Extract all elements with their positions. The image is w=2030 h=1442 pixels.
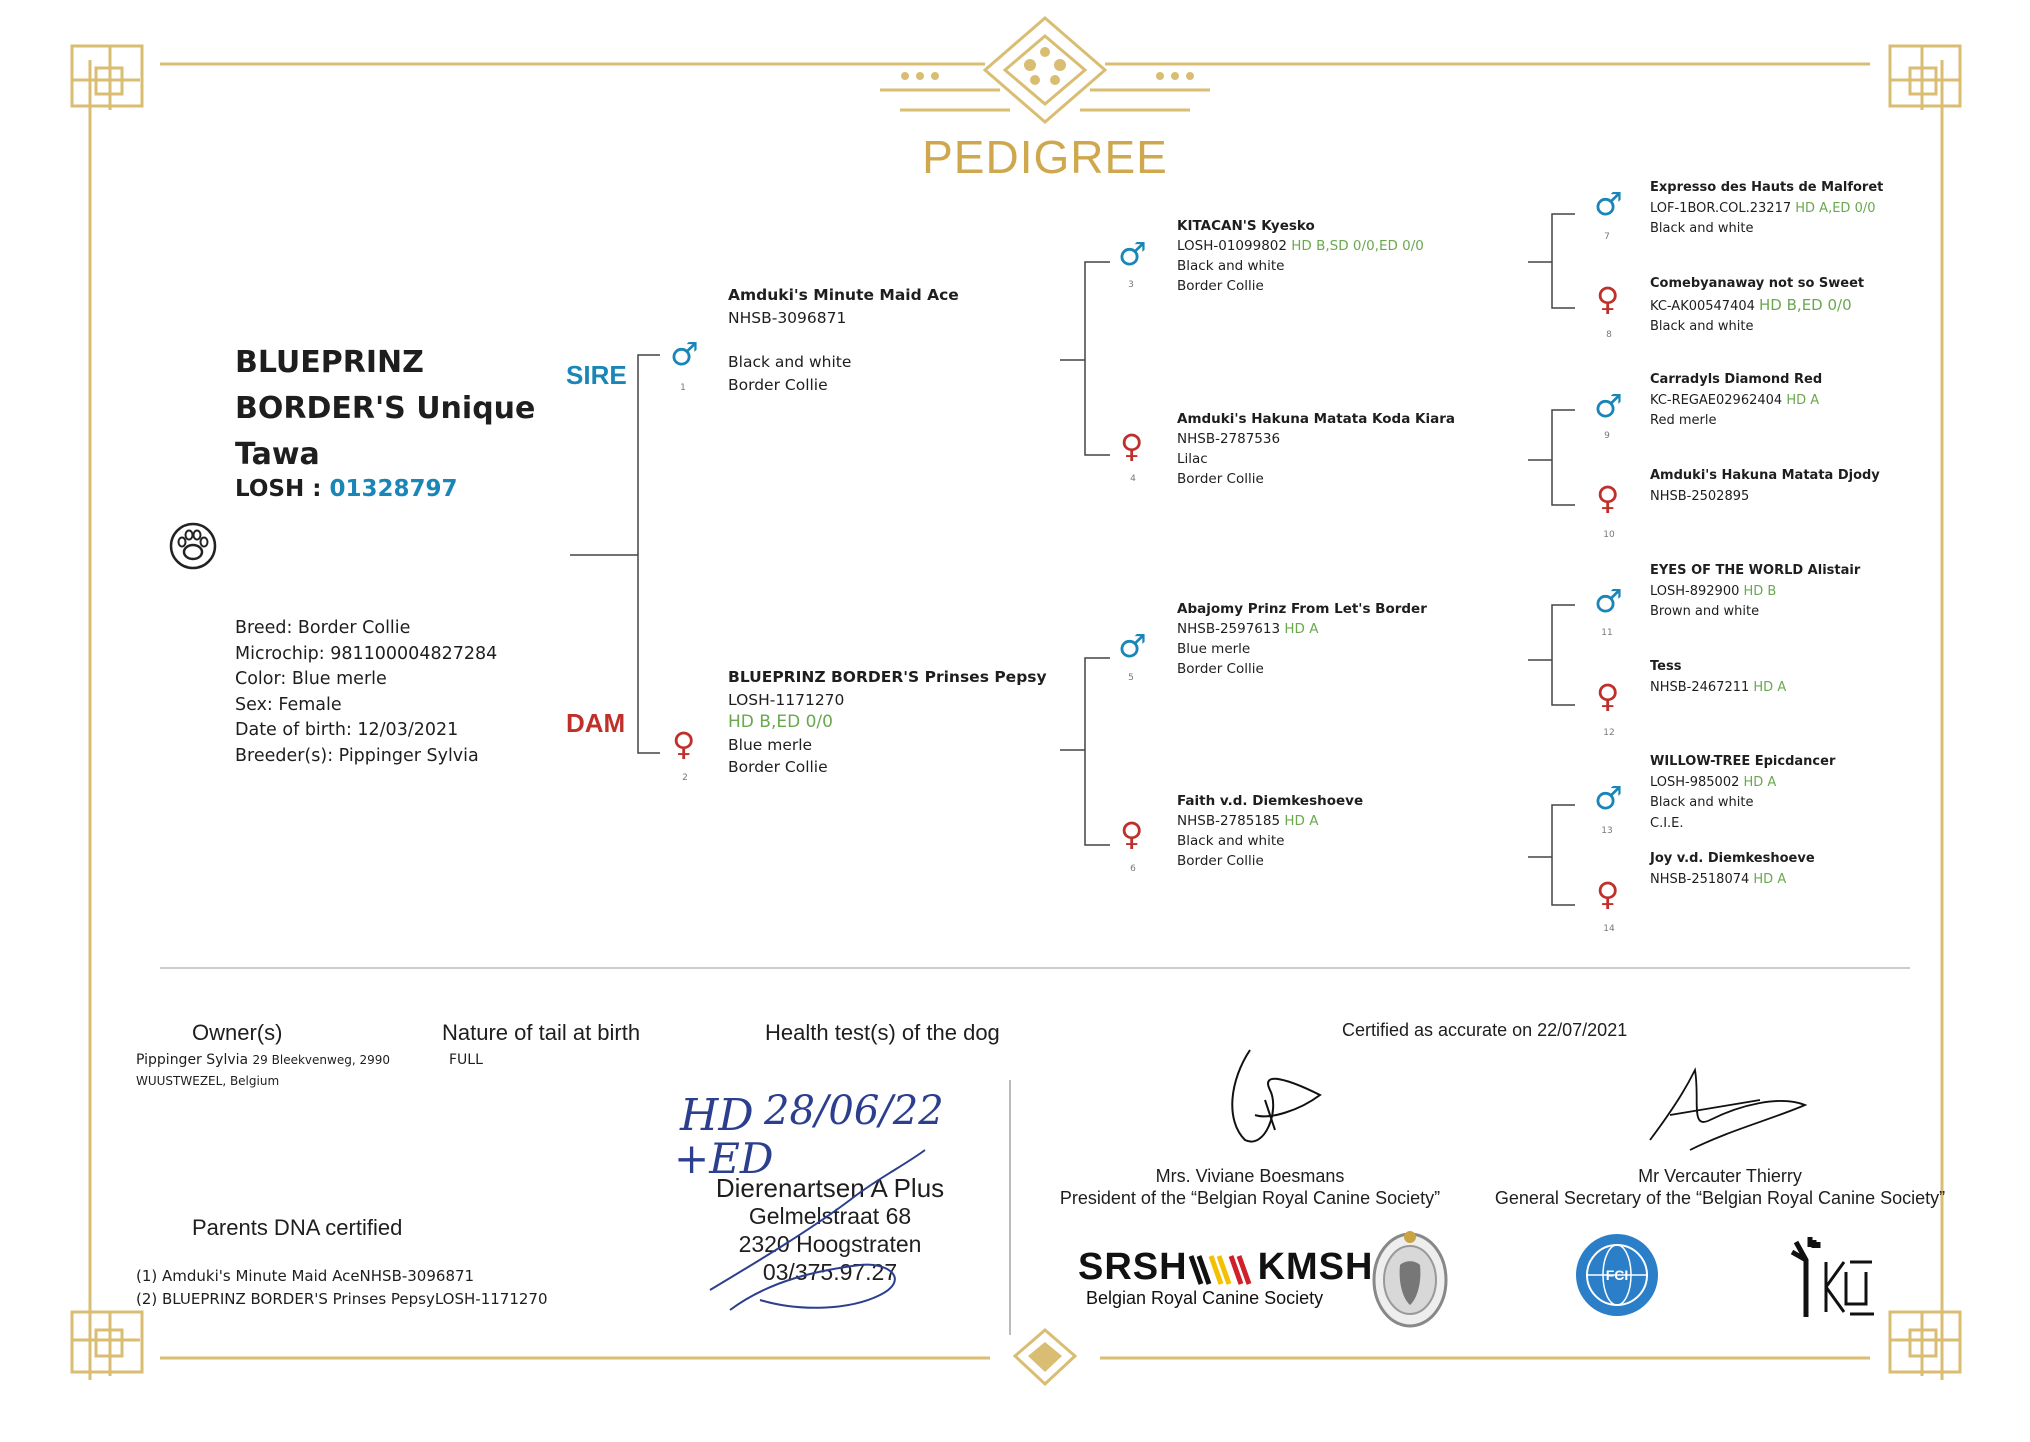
ancestor-name: Joy v.d. Diemkeshoeve (1650, 851, 1815, 866)
health-heading: Health test(s) of the dog (765, 1020, 1000, 1045)
dna-line: (2) BLUEPRINZ BORDER'S Prinses PepsyLOSH-1171270 (136, 1290, 548, 1308)
ancestor-reg-line (1650, 295, 1864, 318)
ancestor-name: EYES OF THE WORLD Alistair (1650, 563, 1861, 578)
ancestor-reg: NHSB-2467211 (1650, 679, 1750, 695)
ancestor-reg: LOSH-01099802 (1177, 238, 1287, 254)
signatory-name: Mrs. Viviane Boesmans (1155, 1166, 1345, 1186)
ancestor-hd: HD A,ED 0/0 (1795, 200, 1876, 216)
handwritten-date: 28/06/22 (764, 1088, 944, 1134)
female-icon: ♀ (1596, 677, 1620, 715)
ancestor-name: WILLOW-TREE Epicdancer (1650, 754, 1836, 769)
ancestor-breed: Border Collie (1177, 661, 1264, 677)
great-grandparent-entry (1650, 657, 1786, 698)
ancestor-reg: NHSB-2785185 (1177, 813, 1281, 829)
ancestor-name: KITACAN'S Kyesko (1177, 218, 1315, 234)
vet-stamp-line: Gelmelstraat 68 (748, 1203, 912, 1229)
ancestor-color: Brown and white (1650, 604, 1760, 619)
male-icon: ♂ (1594, 582, 1623, 620)
great-grandparent-entry (1650, 849, 1815, 890)
ancestor-hd: HD A (1284, 621, 1319, 637)
ancestor-hd: HD B,ED 0/0 (1759, 295, 1852, 314)
female-icon: ♀ (672, 725, 696, 763)
great-grandparent-entry (1650, 370, 1822, 432)
grandparent-entry (1177, 216, 1424, 296)
female-icon: ♀ (1120, 427, 1144, 465)
ancestor-color: Blue merle (728, 735, 813, 754)
dna-line: (1) Amduki's Minute Maid AceNHSB-3096871 (136, 1267, 475, 1285)
owner-name: Pippinger Sylvia (136, 1052, 249, 1068)
ancestor-number: 12 (1603, 728, 1615, 738)
ancestor-color: Red merle (1650, 413, 1717, 428)
ancestor-reg-line (1650, 678, 1786, 699)
dna-heading: Parents DNA certified (192, 1215, 403, 1240)
owner-address: 29 Bleekvenweg, 2990 (252, 1053, 390, 1067)
ancestor-reg: NHSB-3096871 (728, 308, 847, 327)
vet-stamp-line: 2320 Hoogstraten (738, 1231, 922, 1257)
ancestor-number: 7 (1604, 232, 1610, 242)
great-grandparent-entry (1650, 466, 1880, 507)
female-icon: ♀ (1596, 479, 1620, 517)
ancestor-name: Amduki's Minute Maid Ace (728, 286, 959, 304)
vet-stamp-line: 03/375.97.27 (762, 1259, 898, 1285)
royal-society-seal-icon (1370, 1225, 1450, 1330)
ancestor-number: 11 (1601, 628, 1613, 638)
male-icon: ♂ (1594, 779, 1623, 817)
grandparent-entry (1177, 409, 1455, 489)
ancestor-color: Blue merle (1177, 641, 1251, 657)
ancestor-breed: Border Collie (728, 758, 828, 776)
ancestor-hd: HD A (1743, 774, 1777, 790)
dna-list (136, 1265, 548, 1311)
ancestor-number: 4 (1130, 474, 1136, 484)
male-icon: ♂ (670, 335, 699, 373)
ancestor-reg: NHSB-2502895 (1650, 488, 1750, 504)
ancestor-name: Amduki's Hakuna Matata Djody (1650, 468, 1880, 483)
dob-line: Date of birth: 12/03/2021 (235, 720, 459, 740)
signature-secretary (1640, 1060, 1810, 1160)
ancestor-number: 13 (1601, 826, 1613, 836)
ancestor-name: Comebyanaway not so Sweet (1650, 276, 1865, 291)
ancestor-color: Black and white (728, 353, 852, 371)
ancestor-name: Carradyls Diamond Red (1650, 372, 1823, 387)
ancestor-number: 6 (1130, 864, 1136, 874)
ancestor-name: Faith v.d. Diemkeshoeve (1177, 793, 1364, 809)
ancestor-number: 14 (1603, 924, 1615, 934)
dam-entry (728, 666, 1047, 779)
belgian-flag-stripes-icon (1187, 1252, 1253, 1288)
document-title: PEDIGREE (922, 131, 1168, 183)
logo-subtitle: Belgian Royal Canine Society (1086, 1288, 1324, 1308)
dog-losh (235, 476, 457, 502)
ancestor-number: 10 (1603, 530, 1615, 540)
owner-city: WUUSTWEZEL, Belgium (136, 1074, 280, 1088)
sire-label: SIRE (566, 360, 627, 390)
ancestor-breed: Border Collie (1177, 853, 1264, 869)
ancestor-breed: Border Collie (728, 375, 828, 394)
ancestor-number: 9 (1604, 431, 1610, 441)
ancestor-hd: HD A (1284, 813, 1319, 829)
certified-statement (1342, 1020, 1627, 1041)
losh-number: 01328797 (329, 476, 458, 502)
ancestor-hd: HD A (1753, 871, 1787, 887)
ancestor-color: Black and white (1177, 833, 1285, 849)
ancestor-color: Black and white (1650, 795, 1754, 810)
vet-stamp-line: Dierenartsen A Plus (715, 1173, 945, 1203)
dog-name: BLUEPRINZ BORDER'S Unique Tawa (235, 345, 536, 472)
ancestor-name: Amduki's Hakuna Matata Koda Kiara (1177, 411, 1455, 427)
ancestor-name: BLUEPRINZ BORDER'S Prinses Pepsy (728, 668, 1047, 686)
ancestor-reg: LOSH-892900 (1650, 583, 1740, 599)
ancestor-number: 1 (680, 383, 686, 393)
male-icon: ♂ (1118, 627, 1147, 665)
owner-info (136, 1050, 390, 1092)
ancestor-reg-line (1177, 811, 1363, 831)
ancestor-hd: HD B,SD 0/0,ED 0/0 (1291, 238, 1424, 254)
ancestor-number: 5 (1128, 673, 1134, 683)
handwritten-ed: +ED (674, 1134, 774, 1183)
great-grandparent-entry (1650, 561, 1860, 623)
ancestor-number: 8 (1606, 330, 1612, 340)
male-icon: ♂ (1594, 387, 1623, 425)
ancestor-color: Lilac (1177, 451, 1208, 467)
color-line: Color: Blue merle (235, 669, 387, 689)
ancestor-hd: HD B,ED 0/0 (728, 712, 833, 732)
ancestor-reg: LOSH-985002 (1650, 774, 1740, 790)
microchip-line: Microchip: 981100004827284 (235, 643, 498, 664)
grandparent-entry (1177, 599, 1427, 679)
ancestor-breed: Border Collie (1177, 278, 1264, 294)
ancestor-number: 3 (1128, 280, 1134, 290)
great-grandparent-entry (1650, 178, 1883, 240)
owner-line-1 (136, 1050, 390, 1071)
dog-details (235, 616, 497, 769)
handwritten-hd: HD (680, 1090, 754, 1141)
ancestor-reg: NHSB-2787536 (1177, 431, 1281, 447)
ancestor-reg-line (1650, 773, 1835, 794)
breeder-line: Breeder(s): Pippinger Sylvia (235, 745, 479, 766)
ancestor-name: Tess (1650, 659, 1682, 674)
ancestor-hd: HD A (1753, 679, 1787, 695)
certified-text: Certified as accurate on (1342, 1020, 1533, 1040)
great-grandparent-entry (1650, 752, 1835, 834)
ancestor-reg-line (1650, 391, 1822, 412)
ancestor-color: Black and white (1177, 258, 1285, 274)
ancestor-reg: LOF-1BOR.COL.23217 (1650, 200, 1792, 216)
ancestor-name: Expresso des Hauts de Malforet (1650, 180, 1884, 195)
tail-heading: Nature of tail at birth (442, 1020, 641, 1045)
tail-value: FULL (449, 1052, 483, 1068)
ancestor-reg: KC-AK00547404 (1650, 298, 1755, 314)
ancestor-reg-line (1177, 619, 1427, 639)
ancestor-color: Black and white (1650, 319, 1754, 334)
signature-president (1210, 1040, 1340, 1150)
signatory-2 (1480, 1165, 1960, 1209)
signatory-title: President of the “Belgian Royal Canine Society” (1059, 1188, 1441, 1208)
great-grandparent-entry (1650, 274, 1864, 338)
male-icon: ♂ (1594, 185, 1623, 223)
fci-logo (1574, 1232, 1660, 1318)
ancestor-color: Black and white (1650, 221, 1754, 236)
logo-srsh-text: SRSH (1078, 1246, 1188, 1288)
ancestor-hd: HD A (1786, 392, 1820, 408)
ancestor-reg: KC-REGAE02962404 (1650, 392, 1783, 408)
female-icon: ♀ (1120, 815, 1144, 853)
fci-text: FCI (1605, 1267, 1629, 1283)
ancestor-reg-line (1650, 199, 1883, 220)
signatory-1 (1050, 1165, 1450, 1209)
vet-signature (700, 1140, 940, 1320)
losh-label: LOSH : (235, 476, 322, 502)
ancestor-breed: Border Collie (1177, 471, 1264, 487)
signatory-title: General Secretary of the “Belgian Royal Canine Society” (1494, 1188, 1946, 1208)
kush-logo (1784, 1232, 1884, 1322)
signatory-name: Mr Vercauter Thierry (1638, 1166, 1802, 1186)
paw-icon (168, 520, 218, 572)
grandparent-entry (1177, 791, 1363, 871)
ancestor-reg-line (1650, 582, 1860, 603)
ancestor-reg-line (1650, 870, 1815, 891)
breed-line: Breed: Border Collie (235, 618, 411, 638)
certified-date: 22/07/2021 (1537, 1020, 1628, 1040)
sire-entry (728, 284, 959, 396)
ancestor-number: 2 (682, 773, 688, 783)
ancestor-extra: C.I.E. (1650, 815, 1684, 831)
owner-heading: Owner(s) (192, 1020, 283, 1045)
female-icon: ♀ (1596, 280, 1620, 318)
sex-line: Sex: Female (235, 694, 342, 715)
male-icon: ♂ (1118, 235, 1147, 273)
ancestor-reg: NHSB-2597613 (1177, 621, 1281, 637)
ancestor-reg: NHSB-2518074 (1650, 871, 1750, 887)
ancestor-name: Abajomy Prinz From Let's Border (1177, 601, 1427, 617)
ancestor-reg-line (1177, 236, 1424, 256)
dam-label: DAM (566, 708, 626, 738)
female-icon: ♀ (1596, 875, 1620, 913)
logo-kmsh-text: KMSH (1257, 1246, 1374, 1288)
ancestor-hd: HD B (1743, 583, 1777, 599)
ancestor-reg: LOSH-1171270 (728, 690, 845, 709)
